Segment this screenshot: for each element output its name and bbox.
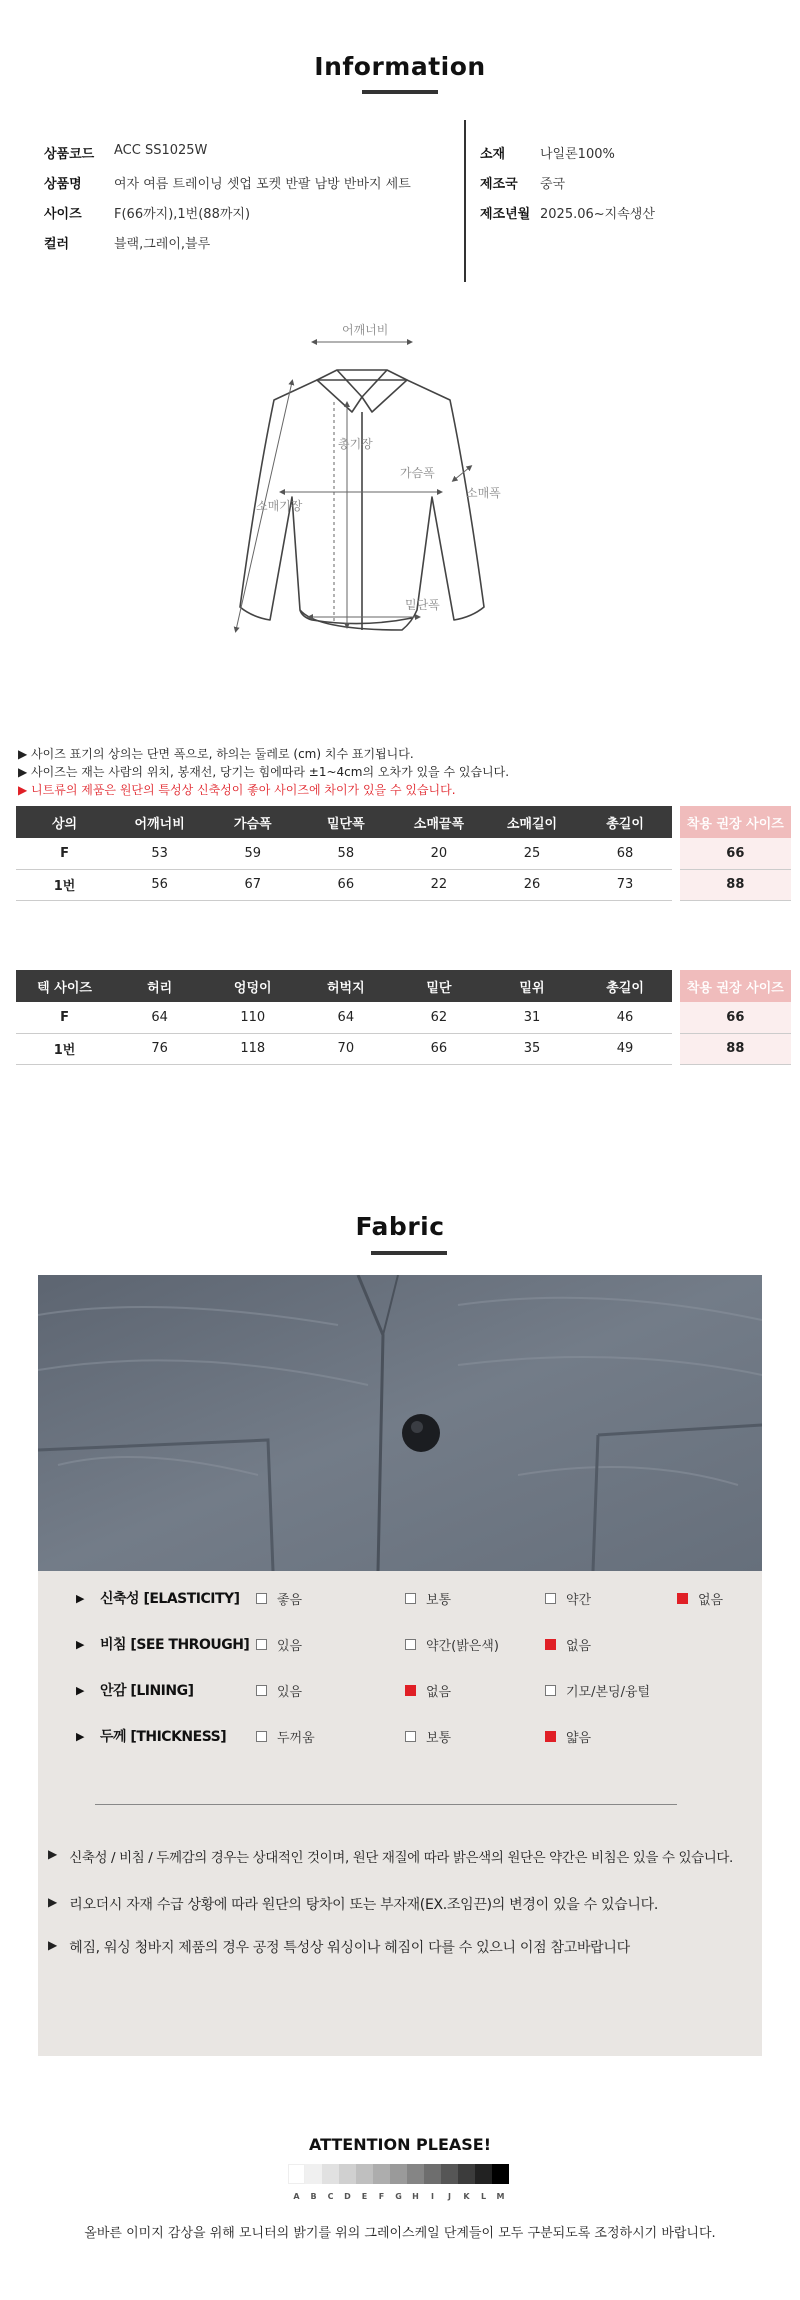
size-notes	[18, 745, 509, 799]
option	[545, 1589, 591, 1608]
info-row	[480, 143, 615, 162]
checkbox-icon	[405, 1639, 416, 1650]
table-cell: 31	[485, 1002, 578, 1033]
gray-swatch	[322, 2164, 339, 2184]
info-row	[44, 173, 411, 192]
gray-letter: E	[361, 2192, 368, 2201]
table-header-recommended: 착용 권장 사이즈	[680, 970, 791, 1002]
fabric-note-text: 리오더시 자재 수급 상황에 따라 원단의 탕차이 또는 부자재(EX.조임끈)의 변경이 있을 수 있습니다.	[69, 1897, 659, 1913]
option-label: 보통	[426, 1731, 452, 1746]
info-row	[44, 143, 207, 162]
option-label: 없음	[426, 1685, 452, 1700]
table-cell: 20	[392, 838, 485, 869]
checkbox-checked-icon	[545, 1639, 556, 1650]
gray-swatch	[492, 2164, 509, 2184]
fabric-texture-image	[38, 1275, 762, 1571]
table-spacer	[672, 838, 680, 869]
table-cell: 25	[485, 838, 578, 869]
option	[405, 1589, 451, 1608]
option-label: 있음	[277, 1639, 303, 1654]
table-header: 허벅지	[299, 970, 392, 1002]
checkbox-icon	[545, 1593, 556, 1604]
shirt-size-diagram	[222, 312, 522, 662]
info-value: 2025.06~지속생산	[540, 207, 655, 222]
option	[256, 1727, 315, 1746]
gray-swatch	[356, 2164, 373, 2184]
attr-name: 신축성 [ELASTICITY]	[100, 1591, 240, 1607]
table-cell: 73	[579, 869, 672, 900]
table-cell: 22	[392, 869, 485, 900]
table-cell: 1번	[16, 1033, 113, 1064]
gray-swatch	[305, 2164, 322, 2184]
checkbox-checked-icon	[545, 1731, 556, 1742]
table-cell: 76	[113, 1033, 206, 1064]
gray-swatch	[407, 2164, 424, 2184]
attr-name: 비침 [SEE THROUGH]	[100, 1637, 250, 1653]
gray-letter: J	[448, 2192, 451, 2201]
info-label: 컬러	[44, 237, 70, 252]
table-header: 어깨너비	[113, 806, 206, 838]
checkbox-icon	[256, 1639, 267, 1650]
table-cell: 26	[485, 869, 578, 900]
info-label: 상품명	[44, 177, 82, 192]
label-length: 총기장	[338, 437, 373, 451]
note-line: ▶ 사이즈는 재는 사람의 위치, 봉재선, 당기는 힘에따라 ±1~4cm의 오차가 있을 수 있습니다.	[18, 765, 510, 779]
checkbox-icon	[256, 1731, 267, 1742]
info-row	[44, 203, 250, 222]
gray-letter: D	[344, 2192, 351, 2201]
table-header: 총길이	[579, 806, 672, 838]
option-selected	[545, 1727, 591, 1746]
table-row	[16, 1033, 791, 1064]
gray-letter: A	[293, 2192, 300, 2201]
gray-letter: C	[327, 2192, 334, 2201]
fabric-divider	[95, 1804, 677, 1805]
table-cell: 70	[299, 1033, 392, 1064]
table-cell: F	[16, 1002, 113, 1033]
label-hem: 밑단폭	[405, 598, 440, 612]
table-cell: 49	[579, 1033, 672, 1064]
gray-letter: H	[412, 2192, 419, 2201]
information-title: Information	[314, 52, 486, 81]
gray-swatch	[458, 2164, 475, 2184]
gray-swatch	[373, 2164, 390, 2184]
option-selected	[677, 1589, 723, 1608]
attention-title: ATTENTION PLEASE!	[308, 2135, 492, 2154]
checkbox-icon	[405, 1731, 416, 1742]
info-label: 소재	[480, 147, 506, 162]
table-cell: 64	[113, 1002, 206, 1033]
table-spacer	[672, 1002, 680, 1033]
table-header: 총길이	[579, 970, 672, 1002]
gray-swatch	[288, 2164, 305, 2184]
grayscale-letters	[288, 2192, 509, 2201]
table-cell: 118	[206, 1033, 299, 1064]
table-cell: 110	[206, 1002, 299, 1033]
info-row	[44, 233, 210, 252]
option-label: 있음	[277, 1685, 303, 1700]
gray-letter: G	[395, 2192, 402, 2201]
gray-letter: K	[463, 2192, 470, 2201]
label-shoulder: 어깨너비	[342, 323, 389, 337]
option-label: 약간	[566, 1593, 592, 1608]
gray-letter: L	[480, 2192, 487, 2201]
table-spacer	[672, 1033, 680, 1064]
note-line: ▶ 사이즈 표기의 상의는 단면 폭으로, 하의는 둘레로 (cm) 치수 표기됩니다.	[18, 747, 414, 761]
table-cell: 53	[113, 838, 206, 869]
label-chest: 가슴폭	[400, 466, 435, 480]
table-row	[16, 869, 791, 900]
option	[256, 1681, 302, 1700]
triangle-icon: ▶	[76, 1730, 85, 1743]
triangle-icon: ▶	[76, 1592, 85, 1605]
info-label: 제조년월	[480, 207, 531, 222]
fabric-note	[48, 1937, 630, 1957]
table-spacer	[672, 806, 680, 838]
table-row	[16, 1002, 791, 1033]
table-cell-recommended: 66	[680, 838, 791, 869]
table-cell: 68	[579, 838, 672, 869]
fabric-note-text: 신축성 / 비침 / 두께감의 경우는 상대적인 것이며, 원단 재질에 따라 밝은색의 원단은 약간은 비침은 있을 수 있습니다.	[69, 1850, 733, 1866]
info-label: 사이즈	[44, 207, 82, 222]
checkbox-icon	[405, 1593, 416, 1604]
option	[256, 1589, 302, 1608]
table-header: 상의	[16, 806, 113, 838]
table-header: 밑단	[392, 970, 485, 1002]
table-header: 소매끝폭	[392, 806, 485, 838]
info-value: F(66까지),1번(88까지)	[114, 207, 251, 222]
label-sleeve: 소매기장	[256, 499, 303, 513]
table-header-row	[16, 806, 791, 838]
option-label: 없음	[566, 1639, 592, 1654]
table-cell: 67	[206, 869, 299, 900]
checkbox-icon	[545, 1685, 556, 1696]
gray-swatch	[390, 2164, 407, 2184]
title-underline	[362, 90, 438, 94]
option-label: 두꺼움	[277, 1731, 315, 1746]
info-value: 블랙,그레이,블루	[114, 237, 211, 252]
fabric-note	[48, 1894, 658, 1914]
triangle-icon: ▶	[48, 1895, 58, 1909]
fabric-note	[48, 1846, 733, 1866]
checkbox-checked-icon	[405, 1685, 416, 1696]
monitor-note: 올바른 이미지 감상을 위해 모니터의 밝기를 위의 그레이스케일 단계들이 모두 구분되도록 조정하시기 바랍니다.	[84, 2226, 716, 2241]
triangle-icon: ▶	[48, 1847, 58, 1861]
gray-swatch	[424, 2164, 441, 2184]
gray-swatch	[339, 2164, 356, 2184]
checkbox-icon	[256, 1685, 267, 1696]
option-label: 약간(밝은색)	[426, 1639, 499, 1654]
table-cell-recommended: 88	[680, 1033, 791, 1064]
table-cell: 35	[485, 1033, 578, 1064]
table-header: 텍 사이즈	[16, 970, 113, 1002]
info-divider	[464, 120, 466, 282]
table-cell: 56	[113, 869, 206, 900]
table-cell: 59	[206, 838, 299, 869]
table-spacer	[672, 970, 680, 1002]
option-selected	[405, 1681, 451, 1700]
table-cell: 62	[392, 1002, 485, 1033]
label-cuff: 소매폭	[466, 486, 501, 500]
table-header: 밑위	[485, 970, 578, 1002]
option	[405, 1635, 499, 1654]
table-header: 엉덩이	[206, 970, 299, 1002]
table-cell: 66	[299, 869, 392, 900]
table-row	[16, 838, 791, 869]
table-cell: 64	[299, 1002, 392, 1033]
info-label: 상품코드	[44, 147, 95, 162]
info-label: 제조국	[480, 177, 518, 192]
option-label: 보통	[426, 1593, 452, 1608]
grayscale-strip	[288, 2164, 509, 2184]
table-cell: 66	[392, 1033, 485, 1064]
triangle-icon: ▶	[48, 1938, 58, 1952]
table-header: 가슴폭	[206, 806, 299, 838]
gray-letter: M	[496, 2192, 505, 2201]
info-row	[480, 173, 565, 192]
gray-letter: F	[378, 2192, 385, 2201]
info-row	[480, 203, 655, 222]
option	[256, 1635, 302, 1654]
table-spacer	[672, 869, 680, 900]
table-cell: 1번	[16, 869, 113, 900]
option-label: 없음	[698, 1593, 724, 1608]
option	[405, 1727, 451, 1746]
table-cell-recommended: 88	[680, 869, 791, 900]
bottom-size-table	[16, 970, 791, 1065]
table-cell: F	[16, 838, 113, 869]
triangle-icon: ▶	[76, 1684, 85, 1697]
attr-name: 안감 [LINING]	[100, 1683, 194, 1699]
option-label: 기모/본딩/융털	[566, 1685, 651, 1700]
fabric-photo	[38, 1275, 762, 1571]
checkbox-checked-icon	[677, 1593, 688, 1604]
table-header: 허리	[113, 970, 206, 1002]
info-value: 여자 여름 트레이닝 셋업 포켓 반팔 남방 반바지 세트	[114, 177, 411, 192]
info-value: 중국	[540, 177, 566, 192]
option	[545, 1681, 650, 1700]
table-header: 소매길이	[485, 806, 578, 838]
fabric-note-text: 헤짐, 워싱 청바지 제품의 경우 공정 특성상 워싱이나 헤짐이 다를 수 있으니 이점 참고바랍니다	[69, 1940, 630, 1956]
gray-letter: B	[310, 2192, 317, 2201]
gray-letter: I	[431, 2192, 434, 2201]
table-header-row	[16, 970, 791, 1002]
option-label: 얇음	[566, 1731, 592, 1746]
fabric-title: Fabric	[355, 1212, 445, 1241]
top-size-table	[16, 806, 791, 901]
gray-swatch	[441, 2164, 458, 2184]
table-header-recommended: 착용 권장 사이즈	[680, 806, 791, 838]
title-underline	[371, 1251, 447, 1255]
option-selected	[545, 1635, 591, 1654]
note-line-warning: ▶ 니트류의 제품은 원단의 특성상 신축성이 좋아 사이즈에 차이가 있을 수 있습니다.	[18, 783, 456, 797]
table-cell-recommended: 66	[680, 1002, 791, 1033]
attr-name: 두께 [THICKNESS]	[100, 1729, 227, 1745]
checkbox-icon	[256, 1593, 267, 1604]
info-value: 나일론100%	[540, 147, 615, 162]
triangle-icon: ▶	[76, 1638, 85, 1651]
gray-swatch	[475, 2164, 492, 2184]
table-cell: 46	[579, 1002, 672, 1033]
table-header: 밑단폭	[299, 806, 392, 838]
option-label: 좋음	[277, 1593, 303, 1608]
info-value: ACC SS1025W	[114, 143, 208, 158]
table-cell: 58	[299, 838, 392, 869]
